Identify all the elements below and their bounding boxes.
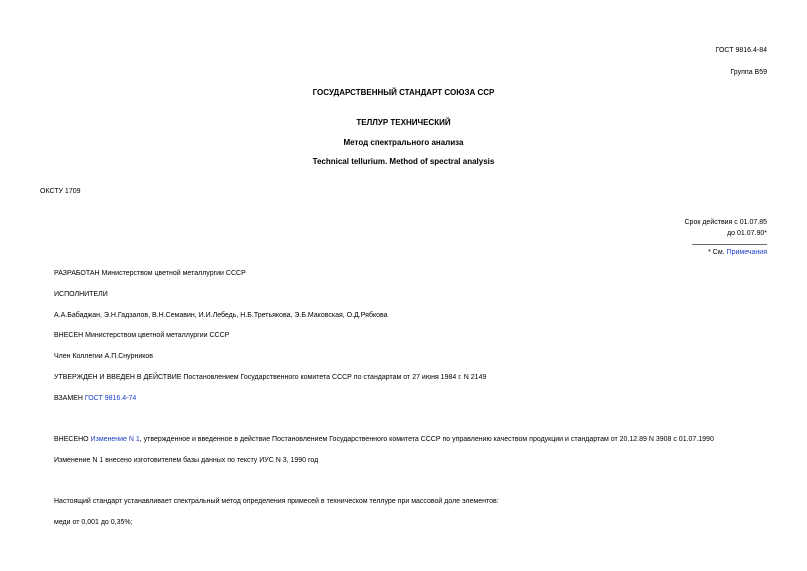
replaced-standard-link[interactable]: ГОСТ 9816.4-74 bbox=[84, 395, 137, 402]
amendment-prefix: ВНЕСЕНО bbox=[54, 436, 89, 443]
footnote bbox=[708, 248, 767, 257]
introduced-line: ВНЕСЕН Министерством цветной металлургии СССР bbox=[54, 332, 230, 339]
validity-to: до 01.07.90* bbox=[727, 230, 767, 237]
collegium-member-line: Член Коллегии А.П.Снурников bbox=[54, 353, 154, 360]
group-code: Группа В59 bbox=[730, 69, 767, 76]
method-title-ru: Метод спектрального анализа bbox=[343, 138, 464, 147]
amendment-link[interactable]: Изменение N 1 bbox=[90, 436, 140, 443]
method-title-en: Technical tellurium. Method of spectral analysis bbox=[312, 157, 495, 166]
executors-label: ИСПОЛНИТЕЛИ bbox=[54, 291, 108, 298]
amendment-note: Изменение N 1 внесено изготовителем базы данных по тексту ИУС N 3, 1990 год bbox=[54, 457, 319, 464]
replaces-line bbox=[54, 394, 136, 403]
product-title: ТЕЛЛУР ТЕХНИЧЕСКИЙ bbox=[356, 118, 451, 127]
replaces-prefix: ВЗАМЕН bbox=[54, 395, 83, 402]
executors-list: А.А.Бабаджан, Э.Н.Гадзалов, В.Н.Семавин, И.И.Лебедь, Н.Б.Третьякова, Э.Б.Маковская, О.Д.Рябкова bbox=[54, 312, 388, 319]
validity-from: Срок действия с 01.07.85 bbox=[684, 219, 767, 226]
okstu-code: ОКСТУ 1709 bbox=[40, 188, 81, 195]
notes-link[interactable]: Примечания bbox=[726, 249, 767, 256]
doc-code: ГОСТ 9816.4-84 bbox=[715, 47, 767, 54]
footnote-divider bbox=[692, 244, 767, 245]
developed-line: РАЗРАБОТАН Министерством цветной металлургии СССР bbox=[54, 270, 246, 277]
scope-paragraph: Настоящий стандарт устанавливает спектральный метод определения примесей в техническом теллуре при массовой доле элементов: bbox=[54, 498, 499, 505]
amendment-line bbox=[54, 435, 714, 444]
state-standard-title: ГОСУДАРСТВЕННЫЙ СТАНДАРТ СОЮЗА ССР bbox=[312, 88, 495, 97]
amendment-text: , утвержденное и введенное в действие Постановлением Государственного комитета СССР по управлению качеством продукции и стандартам от 20.12.89 N 3908 с 01.07.1990 bbox=[139, 436, 714, 443]
footnote-prefix: * См. bbox=[708, 249, 725, 256]
approved-line: УТВЕРЖДЕН И ВВЕДЕН В ДЕЙСТВИЕ Постановлением Государственного комитета СССР по стандартам от 27 июня 1984 г. N 2149 bbox=[54, 374, 487, 381]
copper-range: меди от 0,001 до 0,35%; bbox=[54, 519, 133, 526]
